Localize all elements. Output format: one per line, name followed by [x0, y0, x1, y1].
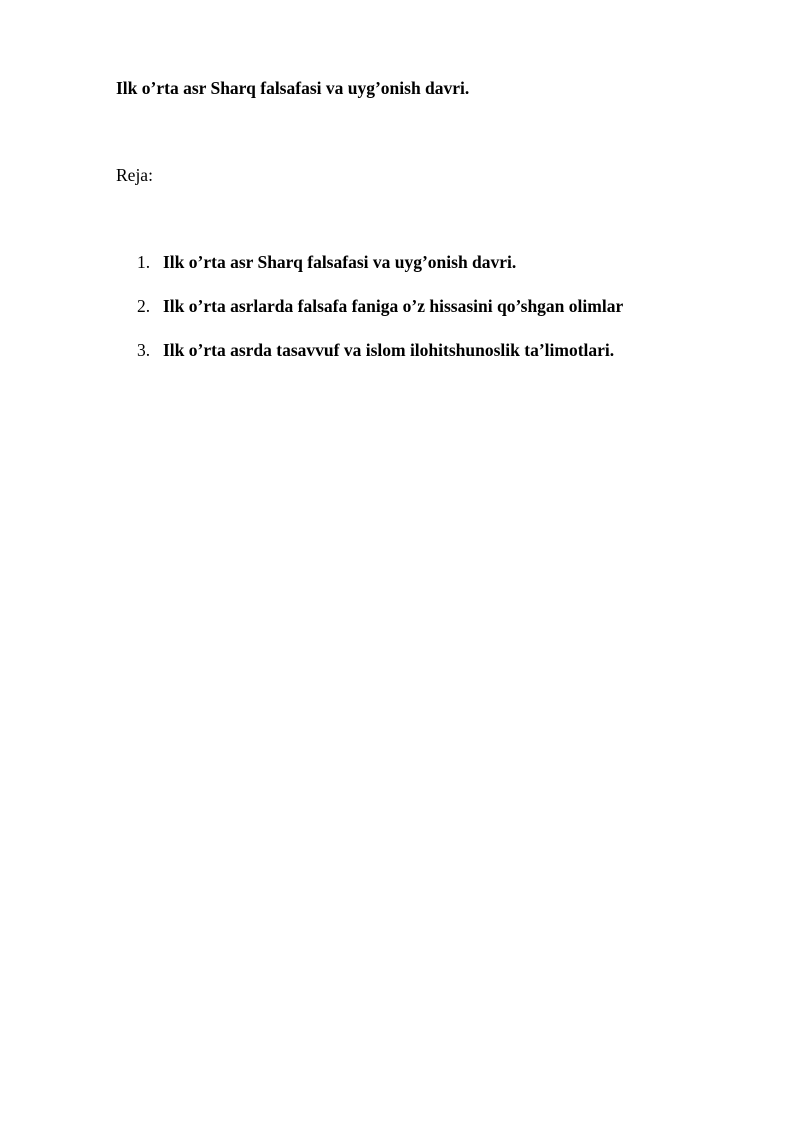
list-item-number: 3. — [137, 340, 151, 360]
plan-list-item — [137, 250, 623, 294]
list-item-text: Ilk o’rta asrda tasavvuf va islom ilohitshunoslik ta’limotlari. — [163, 340, 615, 360]
plan-list-item — [137, 338, 623, 382]
list-item-text: Ilk o’rta asrlarda falsafa faniga o’z hissasini qo’shgan olimlar — [163, 296, 624, 316]
document-title: Ilk o’rta asr Sharq falsafasi va uyg’onish davri. — [116, 78, 470, 98]
list-item-number: 1. — [137, 252, 151, 272]
list-item-text: Ilk o’rta asr Sharq falsafasi va uyg’onish davri. — [163, 252, 517, 272]
plan-label: Reja: — [116, 165, 153, 185]
plan-list — [137, 250, 623, 382]
plan-list-item — [137, 294, 623, 338]
list-item-number: 2. — [137, 296, 151, 316]
